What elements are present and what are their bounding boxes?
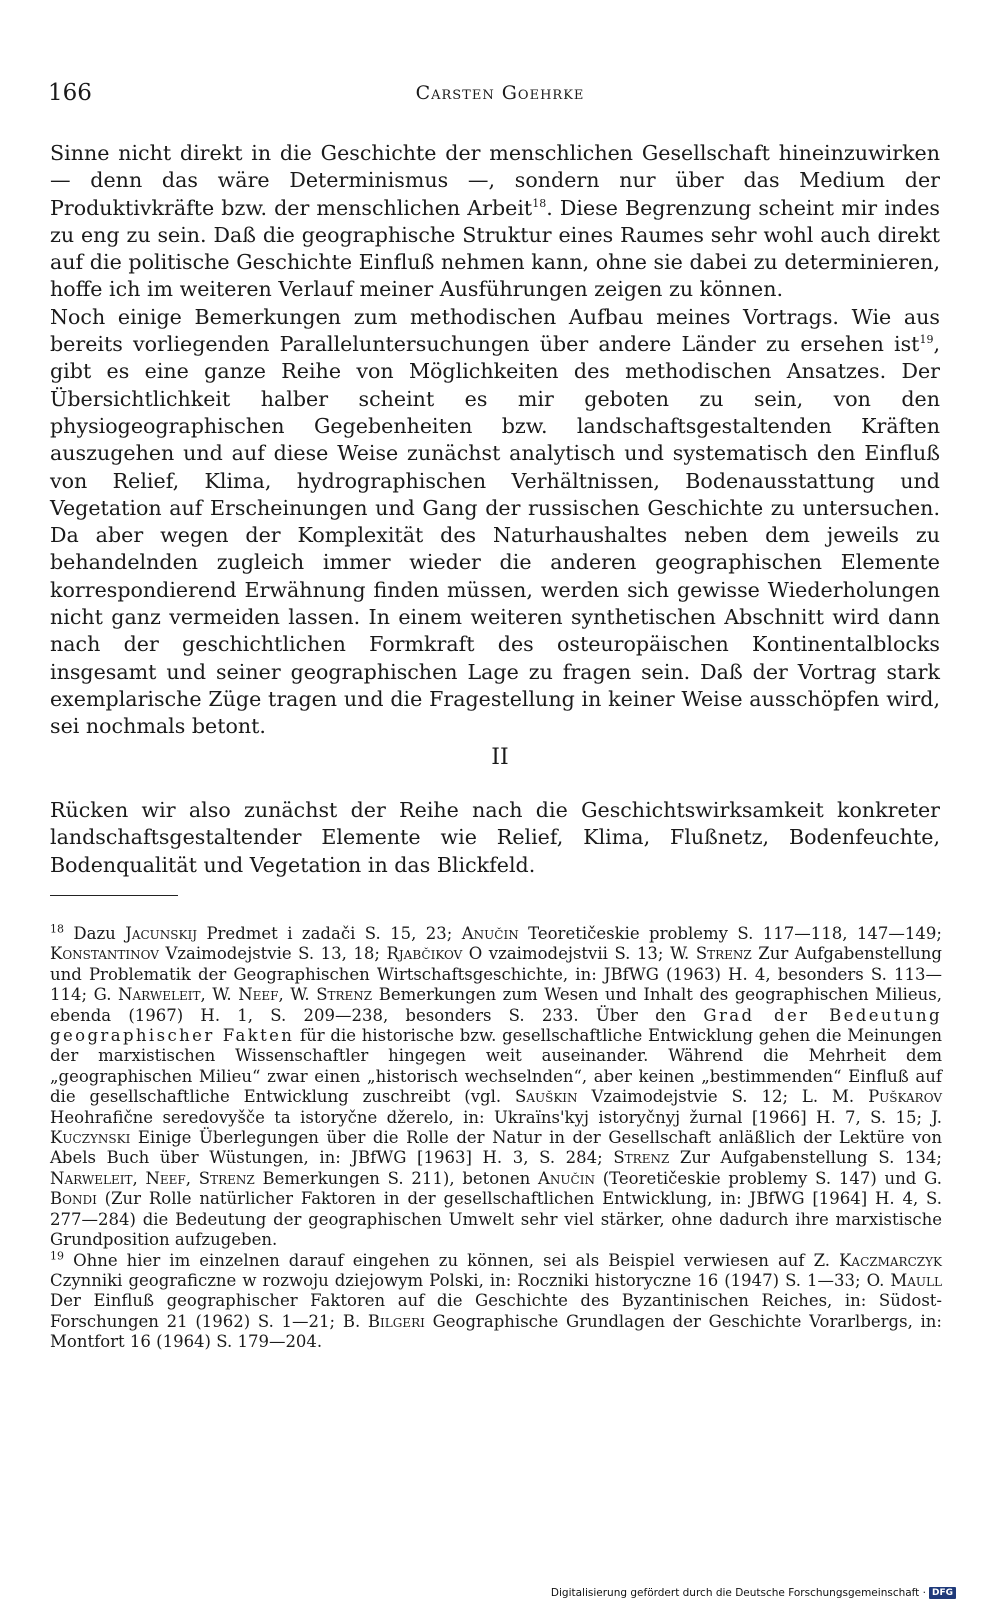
text-span: Vzaimodejstvie S. 12; L. M.: [577, 1087, 869, 1107]
page-header: [48, 80, 952, 110]
footnote-ref-19: 19: [919, 333, 934, 347]
section-paragraph: Rücken wir also zunächst der Reihe nach die Geschichtswirksamkeit konkreter landschaftsgestaltender Elemente wie Relief, Klima, Flußnetz, Bodenfeuchte, Bodenqualität und Vegetation in das Blickfeld.: [50, 798, 940, 877]
author-name: Strenz: [316, 985, 373, 1005]
text-span: (Zur Rolle natürlicher Faktoren in der gesellschaftlichen Entwicklung, in: JBfWG [1964] H. 4, S. 277—284) die Bedeutung der geographischen Umwelt sehr viel stärker, ohne dadurch ihre marxistische Grundposition aufzugeben.: [50, 1189, 942, 1250]
author-name: Maull: [890, 1270, 942, 1290]
text-span: ,: [132, 1168, 146, 1188]
footnote-18: [50, 924, 942, 1251]
text-span: , gibt es eine ganze Reihe von Möglichkeiten des methodischen Ansatzes. Der Übersichtlichkeit halber scheint es mir geboten zu sein, von den physiogeographischen Gegebenheiten bzw. landschaftsgestaltenden Kräften auszugehen und auf diese Weise zunächst analytisch und systematisch den Einfluß von Relief, Klima, hydrographischen Verhältnissen, Bodenausstattung und Vegetation auf Erscheinungen und Gang der russischen Geschichte zu untersuchen. Da aber wegen der Komplexität des Naturhaushaltes neben dem jeweils zu behandelnden zugleich immer wieder die anderen geographischen Elemente korrespondierend Erwähnung finden müssen, werden sich gewisse Wiederholungen nicht ganz vermeiden lassen. In einem weiteren synthetischen Abschnitt wird dann nach der geschichtlichen Formkraft des osteuropäischen Kontinentalblocks insgesamt und seiner geographischen Lage zu fragen sein. Daß der Vortrag stark exemplarische Züge tragen und die Fragestellung in keiner Weise ausschöpfen wird, sei nochmals betont.: [50, 332, 940, 739]
running-head: Carsten Goehrke: [415, 82, 585, 104]
author-name: Narweleit: [118, 985, 201, 1005]
author-name: Bilgeri: [367, 1311, 425, 1331]
text-span: . Diese Begrenzung scheint mir indes zu eng zu sein. Daß die geographische Struktur eines Raumes sehr wohl auch direkt auf die politische Geschichte Einfluß nehmen kann, ohne sie dabei zu determinieren, hoffe ich im weiteren Verlauf meiner Ausführungen zeigen zu können.: [50, 195, 940, 302]
text-span: Teoretičeskie problemy S. 117—118, 147—149;: [518, 924, 942, 943]
paragraph: [50, 140, 940, 304]
author-name: Sauškin: [515, 1087, 578, 1107]
text-span: Bemerkungen S. 211), betonen: [254, 1168, 538, 1188]
section-number: II: [491, 745, 509, 770]
text-span: Predmet i zadači S. 15, 23;: [197, 924, 462, 943]
text-span: Noch einige Bemerkungen zum methodischen Aufbau meines Vortrags. Wie aus bereits vorliegenden Paralleluntersuchungen über andere Länder zu ersehen ist: [50, 304, 940, 357]
credit-text: Digitalisierung gefördert durch die Deutsche Forschungsgemeinschaft ·: [550, 1587, 926, 1599]
text-span: Sinne nicht direkt in die Geschichte der menschlichen Gesellschaft hineinzuwirken — denn das wäre Determinismus —, sondern nur über das Medium der Produktivkräfte bzw. der menschlichen Arbeit: [50, 141, 940, 220]
paragraph: [50, 304, 940, 741]
text-span: Geographische Grundlagen der Geschichte Vorarlbergs, in: Montfort 16 (1964) S. 179—204.: [50, 1311, 942, 1352]
text-span: Czynniki geograficzne w rozwoju dziejowym Polski, in: Roczniki historyczne 16 (1947) S. 1—33; O.: [50, 1270, 891, 1290]
text-span: (Teoretičeskie problemy S. 147) und G.: [594, 1168, 942, 1188]
author-name: Puškarov: [868, 1087, 942, 1107]
author-name: Jacunskij: [125, 924, 198, 943]
footnotes: [50, 924, 942, 1353]
text-span: O vzaimodejstvii S. 13; W.: [462, 944, 696, 964]
text-span: Ohne hier im einzelnen darauf eingehen zu können, sei als Beispiel verwiesen auf Z.: [64, 1250, 840, 1270]
text-span: Dazu: [64, 924, 126, 943]
text-span: Zur Aufgabenstellung S. 134;: [669, 1148, 942, 1168]
text-span: Der Einfluß geographischer Faktoren auf die Geschichte des Byzantinischen Reiches, in: Südost-Forschungen 21 (1962) S. 1—21; B.: [50, 1291, 942, 1331]
digitization-credit: [551, 1587, 956, 1599]
author-name: Neef: [238, 985, 279, 1005]
author-name: Strenz: [613, 1148, 670, 1168]
text-span: Heohrafične seredovyšče ta istoryčne džerelo, in: Ukraïns'kyj istoryčnyj žurnal [1966] H. 7, S. 15; J.: [50, 1107, 942, 1127]
footnote-ref-18: 18: [532, 196, 547, 210]
text-span: für die historische bzw. gesellschaftliche Entwicklung gehen die Meinungen der marxistischen Wissenschaftler hingegen weit auseinander. Während die Mehrheit dem „geographischen Milieu“ zwar einen „historisch wechselnden“, aber keinen „bestimmenden“ Einfluß auf die gesellschaftliche Entwicklung zuschreibt (vgl.: [50, 1026, 942, 1107]
author-name: Rjabčikov: [386, 944, 463, 964]
spaced-emphasis: Grad der Bedeutung geographischer Fakten: [50, 1005, 942, 1046]
author-name: Strenz: [695, 944, 752, 964]
page-number: 166: [48, 80, 92, 106]
author-name: Bondi: [50, 1189, 97, 1209]
author-name: Kuczynski: [50, 1128, 131, 1148]
author-name: Narweleit: [50, 1168, 133, 1188]
author-name: Anučin: [461, 924, 519, 943]
author-name: Anučin: [538, 1168, 595, 1188]
text-span: Bemerkungen zum Wesen und Inhalt des geographischen Milieus, ebenda (1967) H. 1, S. 209—238, besonders S. 233. Über den: [50, 985, 942, 1025]
text-span: ,: [185, 1168, 199, 1188]
text-span: Vzaimodejstvie S. 13, 18;: [158, 944, 387, 964]
text-span: Einige Überlegungen über die Rolle der Natur in der Gesellschaft anläßlich der Lektüre von Abels Buch über Wüstungen, in: JBfWG [1963] H. 3, S. 284;: [50, 1128, 942, 1168]
footnote-number: 19: [50, 1249, 64, 1262]
author-name: Kaczmarczyk: [839, 1250, 942, 1270]
footnote-divider: [50, 895, 178, 896]
dfg-logo: DFG: [929, 1587, 956, 1599]
text-span: Zur Aufgabenstellung und Problematik der Geographischen Wirtschaftsgeschichte, in: JBfWG (1963) H. 4, besonders S. 113—114; G.: [50, 944, 942, 1005]
text-span: , W.: [200, 985, 239, 1005]
body-text: [50, 140, 940, 741]
footnote-number: 18: [50, 922, 64, 936]
text-span: , W.: [278, 985, 317, 1005]
author-name: Neef: [145, 1168, 186, 1188]
footnote-19: [50, 1251, 942, 1353]
author-name: Strenz: [198, 1168, 255, 1188]
author-name: Konstantinov: [50, 944, 159, 964]
